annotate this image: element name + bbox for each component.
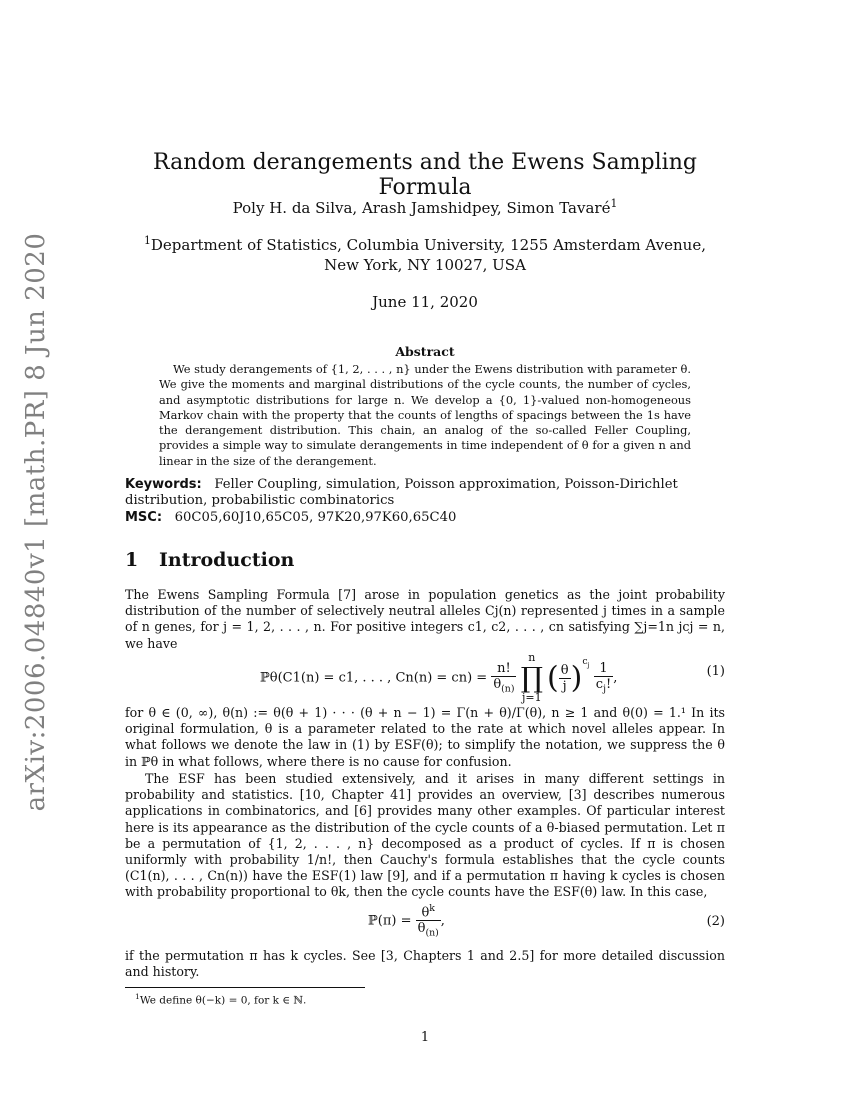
equation-1-number: (1) <box>706 664 725 679</box>
one-over-cj-factorial: $\frac{1}{c_j!}$ <box>595 661 612 695</box>
section-title: Introduction <box>159 549 295 571</box>
abstract-heading: Abstract <box>395 344 455 359</box>
keywords-block <box>125 477 725 509</box>
equation-2-lhs: ℙ(π) = <box>368 913 412 929</box>
paragraph-1: The Ewens Sampling Formula [7] arose in population genetics as the joint probability distribution of the number of selectively neutral alleles Cj(n) represented j times in a sample of n genes, for j = 1, 2, . . . , n. For positive integers c1, c2, . . . , cn satisfying ∑j=1n jcj = n, we have <box>125 587 725 651</box>
paragraph-4: if the permutation π has k cycles. See [3, Chapters 1 and 2.5] for more detailed discussion and history. <box>125 948 725 980</box>
affiliation <box>125 231 725 275</box>
footnote-text: We define θ(−k) = 0, for k ∈ ℕ. <box>139 994 307 1007</box>
paragraph-3: The ESF has been studied extensively, and it arises in many different settings in probability and statistics. [10, Chapter 41] provides an overview, [3] describes numerous applications in combinatorics, and [6] provides many other examples. Of particular interest here is its appearance as the distribution of the cycle counts of a θ-biased permutation. Let π be a permutation of {1, 2, . . . , n} decomposed as a product of cycles. If π is chosen uniformly with probability 1/n!, then Cauchy's formula establishes that the cycle counts (C1(n), . . . , Cn(n)) have the ESF(1) law [9], and if a permutation π having k cycles is chosen with probability proportional to θk, then the cycle counts have the ESF(θ) law. In this case, <box>125 771 725 900</box>
section-number: 1 <box>125 549 139 571</box>
affil-mark: 1 <box>144 234 151 247</box>
footnote-rule <box>125 987 365 988</box>
paper-title: Random derangements and the Ewens Sampling Formula <box>153 150 697 200</box>
author-affil-mark: 1 <box>610 197 618 210</box>
affiliation-text: Department of Statistics, Columbia University, 1255 Amsterdam Avenue, New York, NY 10027, USA <box>150 236 706 274</box>
arxiv-identifier: arXiv:2006.04840v1 [math.PR] 8 Jun 2020 <box>21 232 51 812</box>
msc-label: MSC: <box>125 510 163 525</box>
author-list <box>125 197 725 217</box>
msc-text: 60C05,60J10,65C05, 97K20,97K60,65C40 <box>174 510 457 525</box>
abstract-text: We study derangements of {1, 2, . . . , n} under the Ewens distribution with parameter θ. We give the moments and marginal distributions of the cycle counts, the number of cycles, and asymptotic distributions for large n. We develop a {0, 1}-valued non-homogeneous Markov chain with the property that the counts of lengths of spacings between the 1s have the derangement distribution. This chain, an analog of the so-called Feller Coupling, provides a simple way to simulate derangements in time independent of θ for a given n and linear in the size of the derangement. <box>159 362 691 468</box>
product-operator: n ∏ j=1 <box>520 651 543 704</box>
paragraph-2: for θ ∈ (0, ∞), θ(n) := θ(θ + 1) · · · (θ + n − 1) = Γ(n + θ)/Γ(θ), n ≥ 1 and θ(0) = 1.¹ In its original formulation, θ is a parameter related to the rate at which novel alleles appear. In what follows we denote the law in (1) by ESF(θ); to simplify the notation, we suppress the θ in ℙθ in what follows, where there is no cause for confusion. <box>125 705 725 769</box>
msc-block <box>125 510 725 526</box>
equation-1-lhs: ℙθ(C1(n) = c1, . . . , Cn(n) = cn) = <box>260 670 488 686</box>
authors-text: Poly H. da Silva, Arash Jamshidpey, Simon Tavaré <box>232 199 611 217</box>
equation-1-fraction: $\frac{n!}{\theta_{(n)}}$ <box>493 661 515 695</box>
page-number: 1 <box>420 1030 430 1045</box>
equation-2 <box>125 903 725 947</box>
keywords-label: Keywords: <box>125 477 202 492</box>
keywords-text: Feller Coupling, simulation, Poisson approximation, Poisson-Dirichlet distribution, probabilistic combinatorics <box>125 477 678 508</box>
arxiv-sidebar-stamp <box>12 232 60 812</box>
section-heading <box>125 549 294 571</box>
equation-1 <box>125 651 725 704</box>
equation-2-number: (2) <box>706 914 725 929</box>
equation-2-fraction: $\frac{\theta^k}{\theta_{(n)}}$ <box>417 903 439 939</box>
footnote <box>135 992 306 1007</box>
paper-date: June 11, 2020 <box>372 293 478 311</box>
equation-2-body: ℙ(π) = $\frac{\theta^k}{\theta_{(n)}}$ , <box>368 903 445 939</box>
equation-1-body: ℙθ(C1(n) = c1, . . . , Cn(n) = cn) = $\frac{n!}{\theta_{(n)}}$ n ∏ j=1 ( $\frac{\theta}{j}$ )$^{c_j}$ $\frac{1}{c_j!}$ , <box>260 651 618 704</box>
theta-over-j: $\frac{\theta}{j}$ <box>560 662 569 694</box>
footnote-mark: 1 <box>135 992 140 1001</box>
